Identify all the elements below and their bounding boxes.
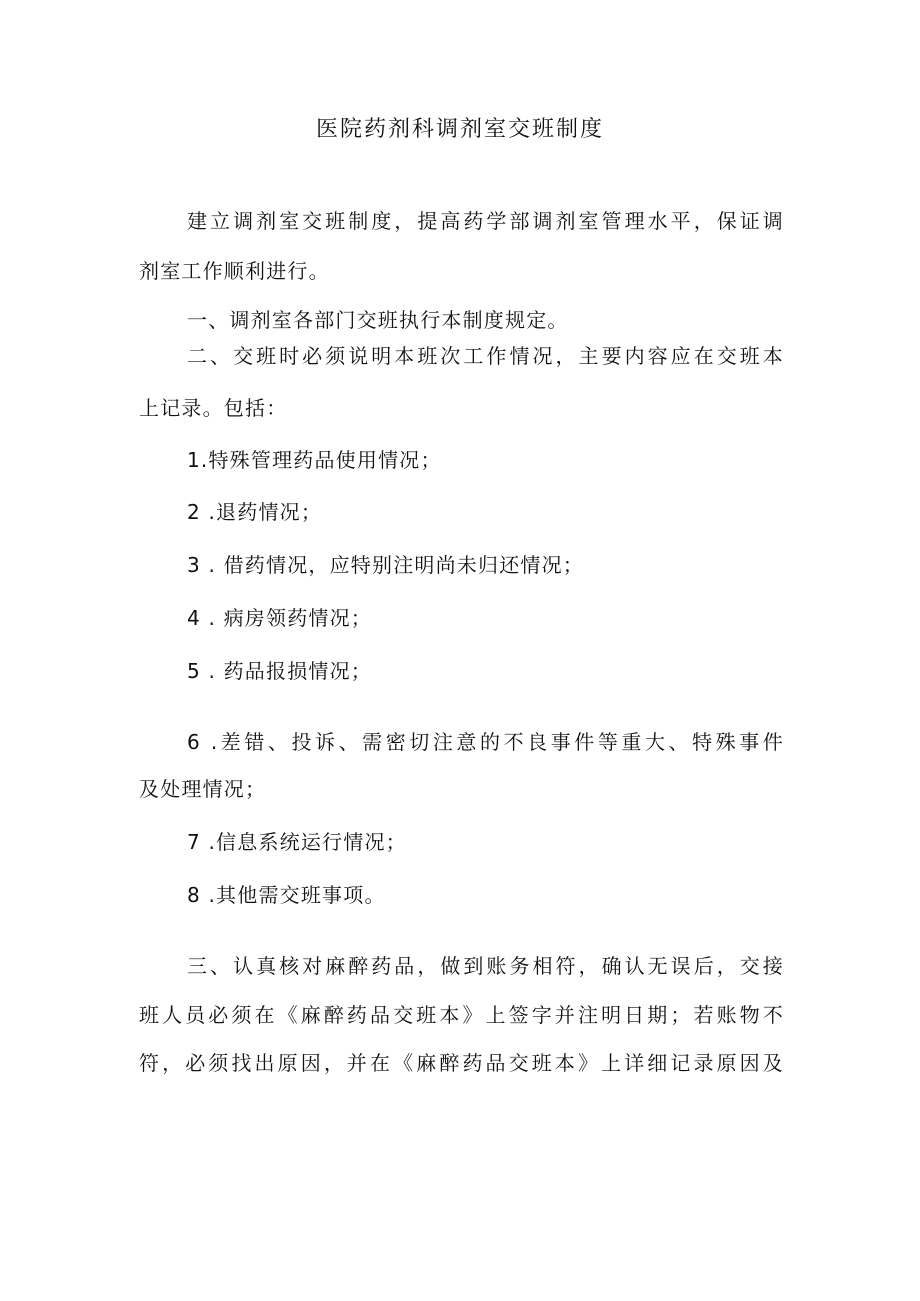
intro-line-2: 剂室工作顺利进行。 — [139, 259, 330, 283]
list-item-8: 8 .其他需交班事项。 — [187, 883, 386, 907]
list-item-2: 2 .退药情况； — [187, 500, 323, 524]
list-item-5: 5 . 药品报损情况； — [187, 659, 372, 683]
list-item-7: 7 .信息系统运行情况； — [187, 830, 407, 854]
list-item-3: 3 . 借药情况，应特别注明尚未归还情况； — [187, 553, 584, 577]
document-title: 医院药剂科调剂室交班制度 — [315, 117, 604, 142]
section-3-line-1: 三、认真核对麻醉药品，做到账务相符，确认无误后，交接 — [187, 954, 784, 978]
section-2-line-2: 上记录。包括： — [139, 396, 288, 420]
section-1: 一、调剂室各部门交班执行本制度规定。 — [187, 308, 569, 332]
list-item-4: 4 . 病房领药情况； — [187, 606, 372, 630]
list-item-6-line-1: 6 .差错、投诉、需密切注意的不良事件等重大、特殊事件 — [187, 730, 784, 754]
section-3-line-2: 班人员必须在《麻醉药品交班本》上签字并注明日期；若账物不 — [139, 1003, 784, 1027]
intro-line-1: 建立调剂室交班制度，提高药学部调剂室管理水平，保证调 — [187, 209, 784, 233]
list-item-6-line-2: 及处理情况； — [139, 777, 267, 801]
section-2-line-1: 二、交班时必须说明本班次工作情况，主要内容应在交班本 — [187, 344, 784, 368]
section-3-line-3: 符，必须找出原因，并在《麻醉药品交班本》上详细记录原因及 — [139, 1051, 784, 1075]
list-item-1: 1.特殊管理药品使用情况； — [187, 448, 442, 472]
